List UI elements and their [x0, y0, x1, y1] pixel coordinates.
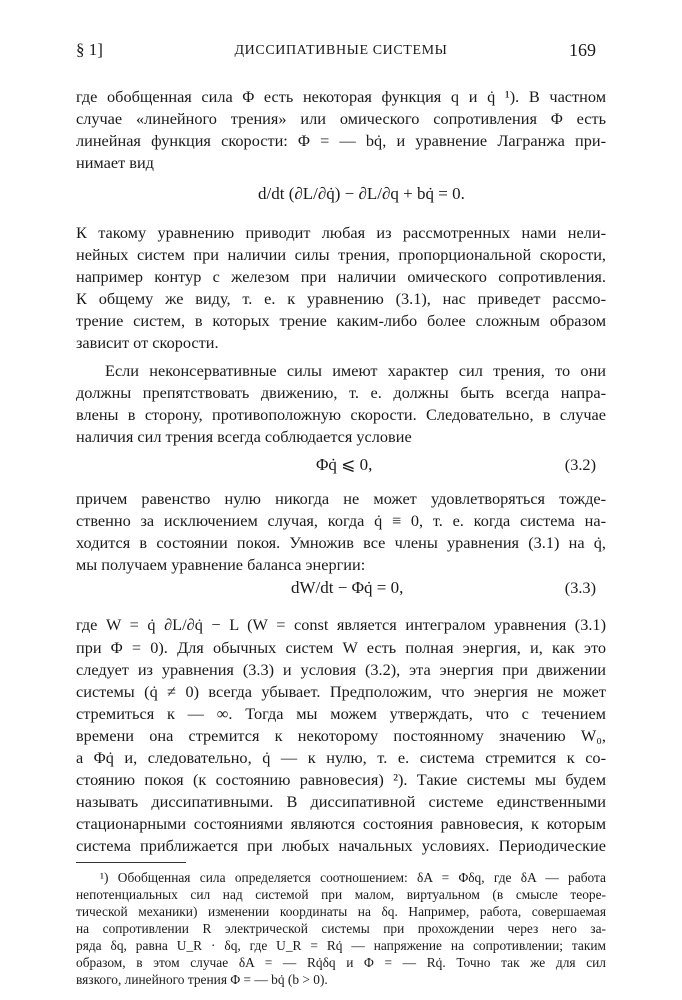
text-line: К такому уравнению приводит любая из рассмотренных нами нели-: [76, 223, 606, 242]
text-line: влены в сторону, противоположную скорости. Следовательно, в случае: [76, 405, 606, 424]
text-line: линейная функция скорости: Φ = — bq̇, и уравнение Лагранжа при-: [76, 131, 606, 150]
text-line: случае «линейного трения» или омического сопротивления Φ есть: [76, 109, 606, 128]
text-line: где W = q̇ ∂L/∂q̇ − L (W = const является интегралом уравнения (3.1): [76, 615, 606, 634]
equation-3-3: dW/dt − Φq̇ = 0,: [291, 578, 404, 597]
footnote-rule: [76, 862, 186, 863]
footnote-line: образом, в этом случае δA = — Rq̇δq и Φ = — Rq̇. Точно так же для сил: [76, 955, 606, 970]
footnote-line: непотенциальных сил над системой при малом, виртуальном (в смысле теоре-: [76, 887, 606, 902]
page-number: 169: [569, 40, 596, 60]
text-line: система приближается при любых начальных условиях. Периодические: [76, 836, 606, 855]
text-line: стремиться к — ∞. Тогда мы можем утверждать, что с течением: [76, 704, 606, 723]
text-line: времени она стремится к некоторому постоянному значению W₀,: [76, 726, 606, 745]
equation-number: (3.2): [564, 455, 596, 474]
text-line: например контур с железом при наличии омического сопротивления.: [76, 267, 606, 286]
text-line: где обобщенная сила Φ есть некоторая функция q и q̇ ¹). В частном: [76, 87, 606, 106]
footnote-line: на сопротивлении R электрической системы при прохождении через него за-: [76, 921, 606, 936]
text-line: при Φ = 0). Для обычных систем W есть полная энергия, и, как это: [76, 638, 606, 657]
text-line: нимает вид: [76, 153, 154, 172]
text-line: стоянию покоя (к состоянию равновесия) ²). Такие системы мы будем: [76, 770, 606, 789]
text-line: называть диссипативными. В диссипативной системе единственными: [76, 792, 606, 811]
running-title: ДИССИПАТИВНЫЕ СИСТЕМЫ: [234, 43, 448, 58]
footnote-line: вязкого, линейного трения Φ = — bq̇ (b > 0).: [76, 972, 328, 987]
text-line: ходится в состоянии покоя. Умножив все члены уравнения (3.1) на q̇,: [76, 533, 606, 552]
text-line: мы получаем уравнение баланса энергии:: [76, 555, 366, 574]
text-line: К общему же виду, т. е. к уравнению (3.1), нас приведет рассмо-: [76, 289, 606, 308]
text-line: наличия сил трения всегда соблюдается условие: [76, 427, 412, 446]
text-line: причем равенство нулю никогда не может удовлетворяться тожде-: [76, 489, 606, 508]
text-line: ственно за исключением случая, когда q̇ ≡ 0, т. е. когда система на-: [76, 511, 606, 530]
text-line: Если неконсервативные силы имеют характер сил трения, то они: [105, 361, 606, 380]
text-line: нейных систем при наличии силы трения, пропорциональной скорости,: [76, 245, 606, 264]
footnote-line: тической механики) изменении координаты на δq. Например, работа, совершаемая: [76, 904, 606, 919]
footnote-line: ¹) Обобщенная сила определяется соотношением: δA = Φδq, где δA — работа: [100, 870, 606, 885]
text-line: должны препятствовать движению, т. е. должны быть всегда напра-: [76, 383, 606, 402]
equation-lagrange: d/dt (∂L/∂q̇) − ∂L/∂q + bq̇ = 0.: [258, 184, 465, 203]
text-line: следует из уравнения (3.3) и условия (3.2), эта энергия при движении: [76, 660, 606, 679]
text-line: трение систем, в которых трение каким-либо более сложным образом: [76, 311, 606, 330]
equation-3-2: Φq̇ ⩽ 0,: [316, 455, 373, 474]
equation-number: (3.3): [564, 578, 596, 597]
text-line: а Φq̇ и, следовательно, q̇ — к нулю, т. е. система стремится к со-: [76, 748, 606, 767]
footnote-line: ряда δq, равна U_R · δq, где U_R = Rq̇ — напряжение на сопротивлении; таким: [76, 938, 606, 953]
text-line: системы (q̇ ≠ 0) всегда убывает. Предположим, что энергия не может: [76, 682, 606, 701]
text-line: стационарными состояниями являются состояния равновесия, к которым: [76, 814, 606, 833]
section-marker: § 1]: [76, 40, 103, 59]
text-line: зависит от скорости.: [76, 333, 219, 352]
